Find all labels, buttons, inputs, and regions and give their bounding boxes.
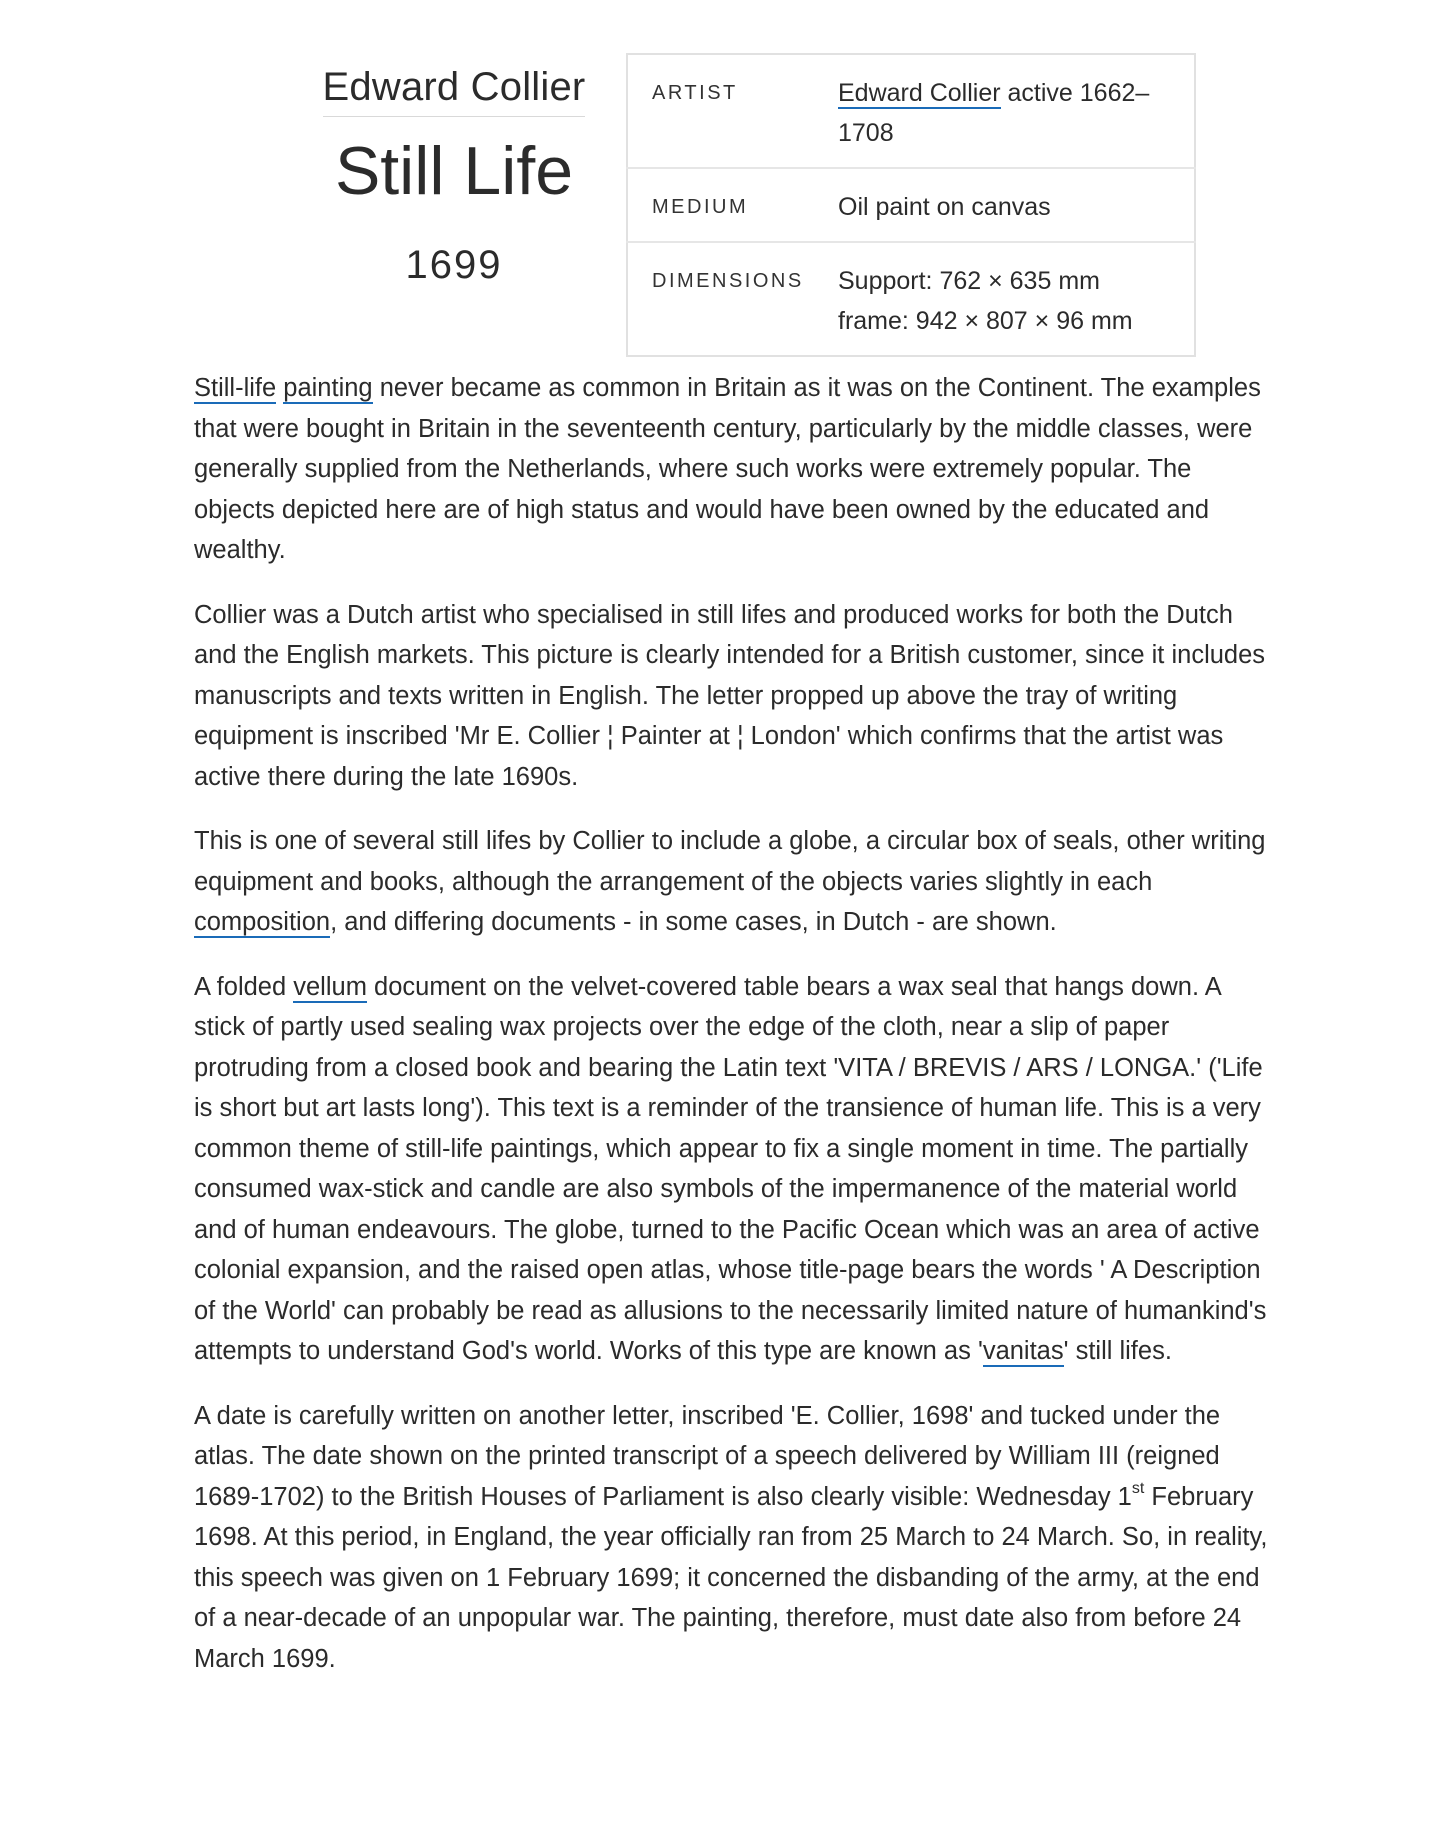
glossary-link-painting[interactable]: painting xyxy=(283,374,373,402)
artwork-details-table xyxy=(626,53,1196,357)
description-paragraph-3 xyxy=(194,821,1274,943)
paragraph-text: ' still lifes. xyxy=(1063,1337,1172,1365)
dimensions-support: Support: 762 × 635 mm xyxy=(838,267,1100,295)
paragraph-text: February 1698. At this period, in England, the year officially ran from 25 March to 24 March. So, in reality, this speech was given on 1 February 1699; it concerned the disbanding of the army, at the end of a near-decade of an unpopular war. The painting, therefore, must date also from before 24 March 1699. xyxy=(194,1482,1268,1673)
glossary-link-still-life[interactable]: Still-life xyxy=(194,374,277,402)
details-row-medium xyxy=(627,168,1195,242)
dimensions-label: DIMENSIONS xyxy=(652,270,804,292)
dimensions-value xyxy=(838,242,1195,356)
description-paragraph-1 xyxy=(194,368,1274,571)
paragraph-text: , and differing documents - in some cases, in Dutch - are shown. xyxy=(330,908,1057,936)
paragraph-text: never became as common in Britain as it was on the Continent. The examples that were bought in Britain in the seventeenth century, particularly by the middle classes, were generally supplied from the Netherlands, where such works were extremely popular. The objects depicted here are of high status and would have been owned by the educated and wealthy. xyxy=(194,374,1261,564)
medium-label: MEDIUM xyxy=(627,168,838,242)
artwork-page xyxy=(194,0,1274,1703)
description-paragraph-2: Collier was a Dutch artist who specialised in still lifes and produced works for both the Dutch and the English markets. This picture is clearly intended for a British customer, since it includes manuscripts and texts written in English. The letter propped up above the tray of writing equipment is inscribed 'Mr E. Collier ¦ Painter at ¦ London' which confirms that the artist was active there during the late 1690s. xyxy=(194,600,1266,791)
glossary-link-composition[interactable]: composition xyxy=(194,908,331,936)
paragraph-text: A folded xyxy=(194,972,294,1001)
paragraph-text: document on the velvet-covered table bears a wax seal that hangs down. A stick of partly used sealing wax projects over the edge of the cloth, near a slip of paper protruding from a closed book and bearing the Latin text 'VITA / BREVIS / ARS / LONGA.' ('Life is short but art lasts long'). This text is a reminder of the transience of human life. This is a very common theme of still-life paintings, which appear to fix a single moment in time. The partially consumed wax-stick and candle are also symbols of the impermanence of the material world and of human endeavours. The globe, turned to the Pacific Ocean which was an area of active colonial expansion, and the raised open atlas, whose title-page bears the words ' A Description of the World' can probably be read as allusions to the necessarily limited nature of humankind's attempts to understand God's world. Works of this type are known as ' xyxy=(194,972,1267,1365)
artist-label: ARTIST xyxy=(627,54,838,168)
artwork-header xyxy=(194,0,1274,340)
description-paragraph-5 xyxy=(194,1396,1274,1680)
paragraph-text: This is one of several still lifes by Collier to include a globe, a circular box of seals, other writing equipment and books, although the arrangement of the objects varies slightly in each xyxy=(194,827,1266,896)
artwork-year: 1699 xyxy=(405,243,503,287)
artwork-heading xyxy=(314,60,594,289)
artist-name-link[interactable]: Edward Collier xyxy=(323,60,586,117)
medium-value: Oil paint on canvas xyxy=(838,168,1195,242)
dimensions-frame: frame: 942 × 807 × 96 mm xyxy=(838,307,1133,335)
glossary-link-vellum[interactable]: vellum xyxy=(293,972,367,1001)
description-paragraph-4 xyxy=(194,967,1274,1372)
artist-value xyxy=(838,54,1195,168)
artist-active-dates: active 1662–1708 xyxy=(838,79,1150,147)
details-row-artist xyxy=(627,54,1195,168)
glossary-link-vanitas[interactable]: vanitas xyxy=(982,1337,1064,1365)
details-row-dimensions xyxy=(627,242,1195,356)
paragraph-text: A date is carefully written on another letter, inscribed 'E. Collier, 1698' and tucked under the atlas. The date shown on the printed transcript of a speech delivered by William III (reigned 1689-1702) to the British Houses of Parliament is also clearly visible: Wednesday 1 xyxy=(194,1401,1221,1511)
artwork-title: Still Life xyxy=(334,133,574,209)
artwork-description xyxy=(194,368,1274,1679)
artist-link[interactable]: Edward Collier xyxy=(838,79,1001,107)
ordinal-suffix: st xyxy=(1131,1480,1145,1497)
